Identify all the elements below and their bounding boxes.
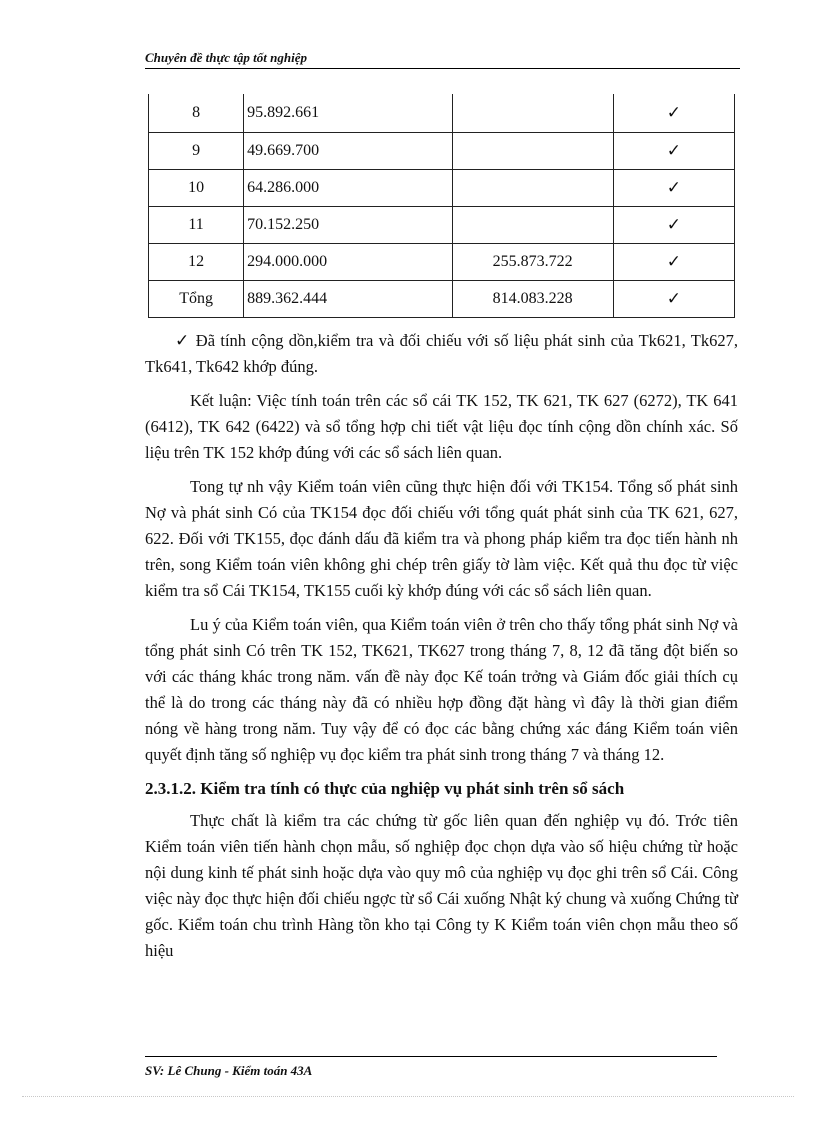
debit-cell: 889.362.444 [244, 281, 452, 318]
checkmark-icon: ✓ [613, 244, 734, 281]
checkmark-icon: ✓ [175, 331, 191, 350]
credit-cell [452, 170, 613, 207]
checkmark-icon: ✓ [613, 94, 734, 133]
credit-cell: 814.083.228 [452, 281, 613, 318]
credit-cell [452, 133, 613, 170]
page-edge-divider [22, 1096, 794, 1097]
page-footer: SV: Lê Chung - Kiểm toán 43A [145, 1063, 313, 1078]
page-header: Chuyên đề thực tập tốt nghiệp [145, 48, 740, 69]
month-cell: 9 [149, 133, 244, 170]
document-body [145, 328, 738, 972]
tk154-paragraph: Tong tự nh vậy Kiểm toán viên cũng thực hiện đối với TK154. Tổng số phát sinh Nợ và phát sinh Có của TK154 đọc đối chiếu với tổng quát phát sinh của TK 621, 627, 622. Đối với TK155, đọc đánh dấu đã kiểm tra và phong pháp kiểm tra đọc tiến hành nh trên, song Kiểm toán viên không ghi chép trên giấy tờ làm việc. Kết quả thu đọc từ việc kiểm tra sổ Cái TK154, TK155 cuối kỳ khớp đúng với các sổ sách liên quan. [145, 477, 738, 600]
table-row [149, 133, 735, 170]
debit-cell: 95.892.661 [244, 94, 452, 133]
credit-cell [452, 94, 613, 133]
table-row [149, 244, 735, 281]
table-row [149, 281, 735, 318]
checkmark-icon: ✓ [613, 170, 734, 207]
conclusion-paragraph: Kết luận: Việc tính toán trên các sổ cái TK 152, TK 621, TK 627 (6272), TK 641 (6412), TK 642 (6422) và sổ tổng hợp chi tiết vật liệu đọc tính cộng dồn chính xác. Số liệu trên TK 152 khớp đúng với các sổ sách liên quan. [145, 391, 738, 462]
debit-cell: 294.000.000 [244, 244, 452, 281]
credit-cell [452, 207, 613, 244]
month-cell: 11 [149, 207, 244, 244]
debit-cell: 49.669.700 [244, 133, 452, 170]
table-row [149, 94, 735, 133]
ledger-table-body [149, 94, 735, 318]
section-heading: 2.3.1.2. Kiểm tra tính có thực của nghiệp vụ phát sinh trên sổ sách [145, 779, 625, 798]
verification-note-text: Đã tính cộng dồn,kiểm tra và đối chiếu với số liệu phát sinh của Tk621, Tk627, Tk641, Tk642 khớp đúng. [145, 331, 739, 376]
credit-cell: 255.873.722 [452, 244, 613, 281]
table-row [149, 170, 735, 207]
debit-cell: 64.286.000 [244, 170, 452, 207]
month-cell: 12 [149, 244, 244, 281]
month-cell: 10 [149, 170, 244, 207]
verification-note [145, 328, 738, 380]
auditor-note-paragraph: Lu ý của Kiểm toán viên, qua Kiểm toán viên ở trên cho thấy tổng phát sinh Nợ và tổng phát sinh Có trên TK 152, TK621, TK627 trong tháng 7, 8, 12 đã tăng đột biến so với các tháng khác trong năm. vấn đề này đọc Kế toán trởng và Giám đốc giải thích cụ thể là do trong các tháng này đã có nhiều hợp đồng đặt hàng vì đây là thời gian điểm nóng về hàng trong năm. Tuy vậy để có đọc các bằng chứng xác đáng Kiểm toán viên quyết định tăng số nghiệp vụ đọc kiểm tra phát sinh trong tháng 7 và tháng 12. [145, 615, 738, 764]
existence-test-paragraph: Thực chất là kiểm tra các chứng từ gốc liên quan đến nghiệp vụ đó. Trớc tiên Kiểm toán viên tiến hành chọn mẫu, số nghiệp đọc chọn dựa vào số hiệu chứng từ hoặc nội dung kinh tế phát sinh hoặc dựa vào quy mô của nghiệp vụ đọc ghi trên sổ Cái. Công việc này đọc thực hiện đối chiếu ngợc từ sổ Cái xuống Nhật ký chung và xuống Chứng từ gốc. Kiểm toán chu trình Hàng tồn kho tại Công ty K Kiểm toán viên chọn mẫu theo số hiệu [145, 811, 738, 960]
ledger-table [148, 94, 735, 318]
month-cell: Tổng [149, 281, 244, 318]
checkmark-icon: ✓ [613, 281, 734, 318]
checkmark-icon: ✓ [613, 133, 734, 170]
debit-cell: 70.152.250 [244, 207, 452, 244]
table-row [149, 207, 735, 244]
checkmark-icon: ✓ [613, 207, 734, 244]
month-cell: 8 [149, 94, 244, 133]
